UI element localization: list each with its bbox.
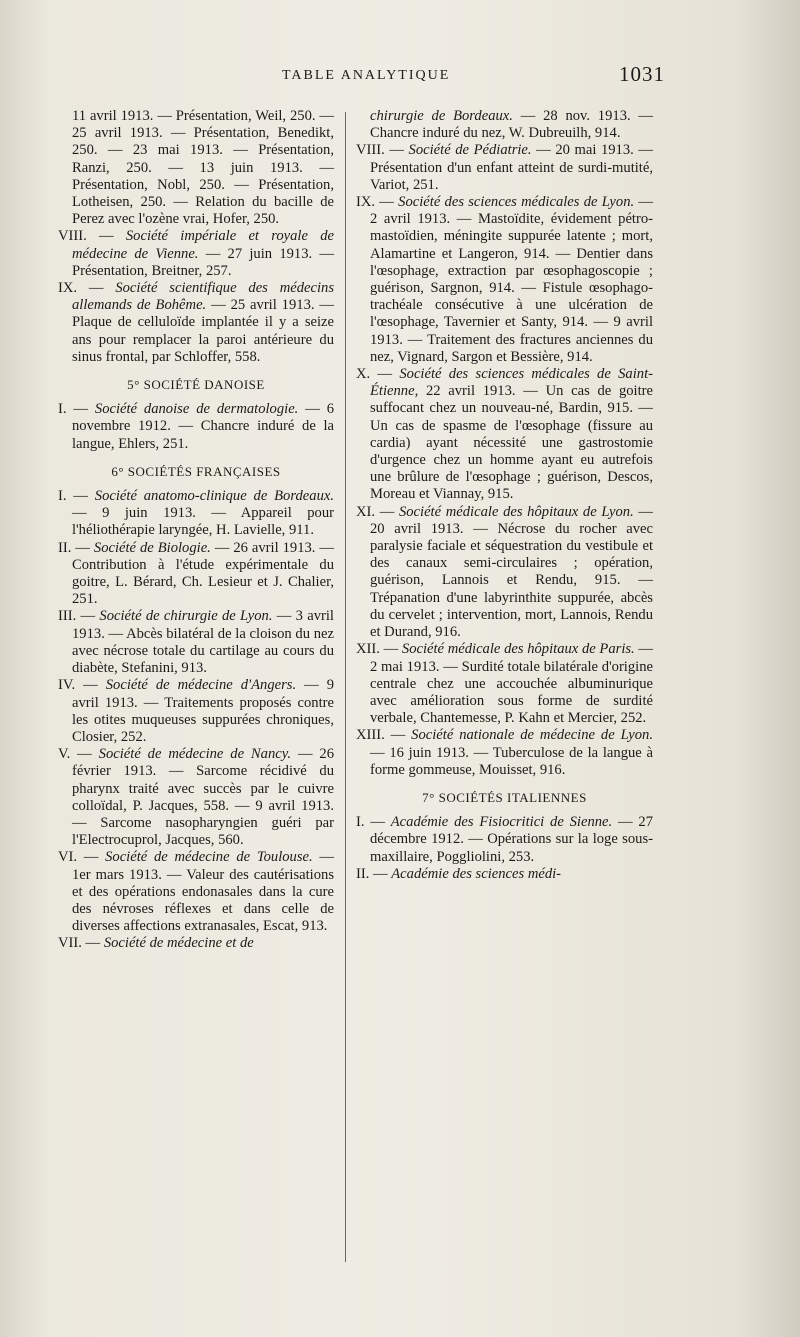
index-entry-fr-iv: IV. — Société de médecine d'Angers. — 9 avril 1913. — Traitements proposés contre les otites muqueuses suppurées chroniques, Closier, 252. bbox=[58, 677, 335, 745]
index-entry-fr-xiii: XIII. — Société nationale de médecine de Lyon. — 16 juin 1913. — Tuberculose de la langue à forme gommeuse, Mouisset, 916. bbox=[356, 727, 653, 778]
index-entry-viii: VIII. — Société impériale et royale de médecine de Vienne. — 27 juin 1913. — Présentation, Breitner, 257. bbox=[58, 228, 334, 279]
section-heading-danoise: 5° SOCIÉTÉ DANOISE bbox=[127, 377, 265, 393]
section-heading-italiennes: 7° SOCIÉTÉS ITALIENNES bbox=[422, 789, 587, 805]
index-entry-fr-ix: IX. — Société des sciences médicales de Lyon. — 2 avril 1913. — Mastoïdite, évidement pétro-mastoïdien, méningite suppurée latente ; mort, Alamartine et Langeron, 914. — Dentier dans l'œsophage, extraction par œsophagoscopie ; guérison, Sargnon, 914. — Fistule œsophago-trachéale consécutive à une ulcération de l'œsophage, Tavernier et Santy, 914. — 9 avril 1913. — Traitement des fractures anciennes du nez, Vignard, Sargon et Bessière, 914. bbox=[356, 194, 653, 365]
index-entry-fr-x: X. — Société des sciences médicales de Saint-Étienne, 22 avril 1913. — Un cas de goitre suffocant chez un nouveau-né, Bardin, 915. — Un cas de spasme de l'œsophage (fissure au cardia) ayant nécessité une gastrostomie d'urgence chez un homme ayant eu autrefois une brûlure de l'œsophage ; guérison, Descos, Moreau et Viannay, 915. bbox=[356, 366, 653, 503]
index-entry-ix: IX. — Société scientifique des médecins allemands de Bohême. — 25 avril 1913. — Plaque de celluloïde implantée il y a seize ans pour remplacer la paroi antérieure du sinus frontal, par Schloffer, 558. bbox=[58, 280, 335, 365]
index-entry-fr-xii: XII. — Société médicale des hôpitaux de Paris. — 2 mai 1913. — Surdité totale bilatérale d'origine centrale chez une accouchée albuminurique avec amélioration sous forme de surdité verbale, Chantemesse, P. Kahn et Mercier, 252. bbox=[356, 641, 653, 727]
right-column bbox=[356, 108, 653, 883]
continued-entry: chirurgie de Bordeaux. — 28 nov. 1913. — Chancre induré du nez, W. Dubreuilh, 914. bbox=[370, 108, 654, 142]
section-heading-francaises: 6° SOCIÉTÉS FRANÇAISES bbox=[111, 463, 281, 479]
index-entry-fr-viii: VIII. — Société de Pédiatrie. — 20 mai 1913. — Présentation d'un enfant atteint de surdi-mutité, Variot, 251. bbox=[356, 142, 653, 193]
index-entry-fr-ii: II. — Société de Biologie. — 26 avril 1913. — Contribution à l'étude expérimentale du goitre, L. Bérard, Ch. Lesieur et J. Chalier, 251. bbox=[58, 539, 334, 608]
index-entry-fr-xi: XI. — Société médicale des hôpitaux de Lyon. — 20 avril 1913. — Nécrose du rocher avec paralysie faciale et séquestration du vestibule et des canaux semi-circulaires ; opération, guérison, Lannois et Rendu, 915. — Trépanation d'une labyrinthite suppurée, abcès du cervelet ; intervention, mort, Lannois, Rendu et Durand, 916. bbox=[356, 503, 653, 641]
index-entry-fr-i: I. — Société anatomo-clinique de Bordeaux. — 9 juin 1913. — Appareil pour l'héliothérapie laryngée, H. Lavielle, 911. bbox=[58, 488, 334, 539]
continued-entry: 11 avril 1913. — Présentation, Weil, 250. — 25 avril 1913. — Présentation, Benedikt, 250. — 23 mai 1913. — Présentation, Ranzi, 250. — 13 juin 1913. — Présentation, Nobl, 250. — Présentation, Lotheisen, 250. — Relation du bacille de Perez avec l'ozène vrai, Hofer, 250. bbox=[72, 108, 334, 228]
left-column bbox=[58, 108, 334, 953]
page-header bbox=[0, 62, 800, 92]
index-entry-fr-v: V. — Société de médecine de Nancy. — 26 février 1913. — Sarcome récidivé du pharynx traité avec succès par le cuivre colloïdal, P. Jacques, 558. — 9 avril 1913. — Sarcome nasopharyngien guéri par l'Electrocuprol, Jacques, 560. bbox=[58, 746, 334, 849]
index-entry-fr-vii: VII. — Société de médecine et de bbox=[58, 935, 254, 952]
page-number: 1031 bbox=[619, 62, 665, 86]
index-entry-fr-iii: III. — Société de chirurgie de Lyon. — 3 avril 1913. — Abcès bilatéral de la cloison du nez avec nécrose totale du cartilage au cours du diabète, Stefanini, 913. bbox=[58, 608, 334, 677]
index-entry-it-ii: II. — Académie des sciences médi- bbox=[356, 865, 562, 882]
index-entry-fr-vi: VI. — Société de médecine de Toulouse. — 1er mars 1913. — Valeur des cautérisations et des opérations endonasales dans la cure des névroses réflexes et dans celle de diverses affections extranasales, Escat, 913. bbox=[58, 849, 334, 935]
column-divider bbox=[345, 112, 346, 1262]
running-title: TABLE ANALYTIQUE bbox=[282, 68, 451, 83]
index-entry-danoise-i: I. — Société danoise de dermatologie. — 6 novembre 1912. — Chancre induré de la langue, Ehlers, 251. bbox=[58, 401, 335, 452]
index-entry-it-i: I. — Académie des Fisiocritici de Sienne. — 27 décembre 1912. — Opérations sur la loge sous-maxillaire, Poggliolini, 253. bbox=[356, 814, 654, 865]
